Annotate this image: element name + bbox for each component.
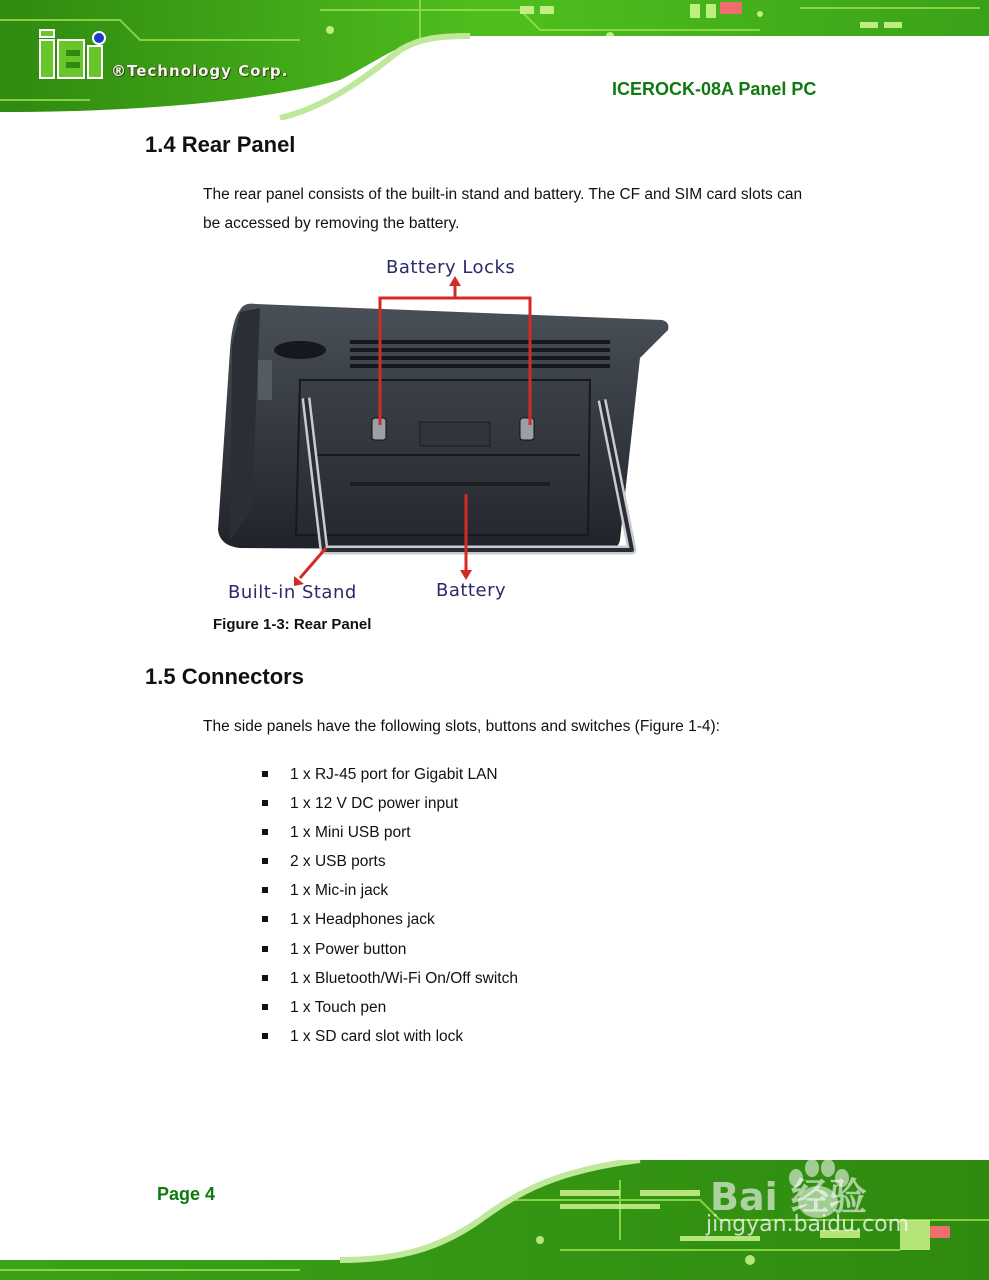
bullet-square-icon (262, 771, 268, 777)
bullet-square-icon (262, 946, 268, 952)
figure-caption: Figure 1-3: Rear Panel (213, 616, 372, 633)
watermark-brand-text: Bai 经验 (710, 1175, 867, 1219)
battery-pack (296, 380, 590, 535)
battery-lock-right (520, 418, 534, 440)
page-number: Page 4 (157, 1184, 216, 1204)
connectors-heading: 1.5 Connectors (145, 664, 304, 689)
bullet-square-icon (262, 916, 268, 922)
callout-battery-locks: Battery Locks (386, 257, 516, 278)
bullet-square-icon (262, 800, 268, 806)
document-title: ICEROCK-08A Panel PC (612, 79, 817, 99)
callout-built-in-stand: Built-in Stand (228, 582, 357, 603)
watermark-url: jingyan.baidu.com (706, 1212, 910, 1237)
bullet-square-icon (262, 1033, 268, 1039)
header-circuit-banner (0, 0, 989, 120)
callout-battery: Battery (436, 580, 507, 601)
rear-panel-paragraph-line2: be accessed by removing the battery. (203, 215, 460, 232)
rear-panel-paragraph (203, 180, 863, 238)
bullet-square-icon (262, 975, 268, 981)
rear-panel-heading: 1.4 Rear Panel (145, 132, 296, 157)
bullet-square-icon (262, 858, 268, 864)
bullet-square-icon (262, 1004, 268, 1010)
company-logo-text: ®Technology Corp. (111, 62, 289, 80)
bullet-square-icon (262, 887, 268, 893)
connectors-intro: The side panels have the following slots, buttons and switches (Figure 1-4): (203, 718, 720, 735)
rear-panel-figure (200, 250, 680, 620)
rear-panel-paragraph-line1: The rear panel consists of the built-in stand and battery. The CF and SIM card slots can (203, 186, 803, 203)
bullet-square-icon (262, 829, 268, 835)
